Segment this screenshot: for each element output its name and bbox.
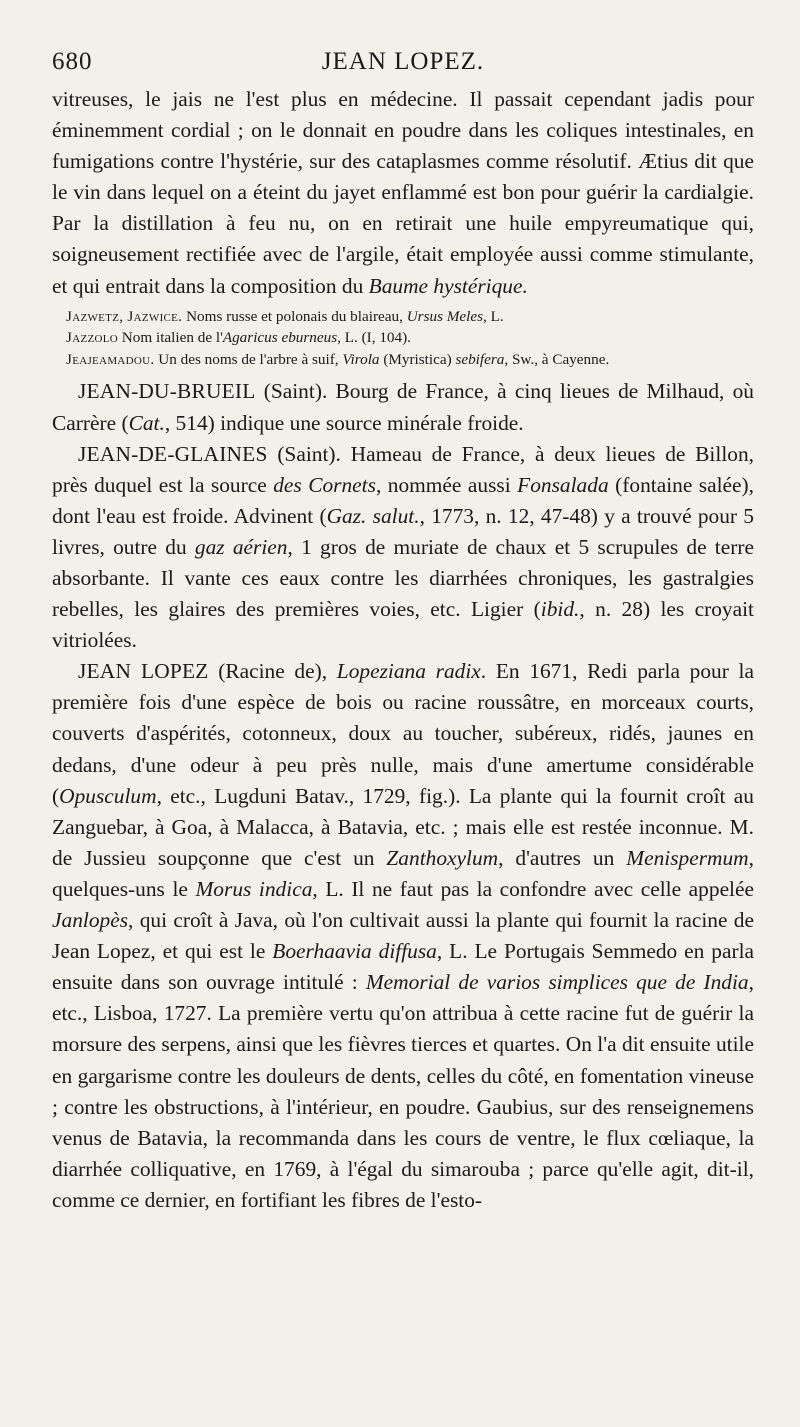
page-number: 680 bbox=[52, 48, 93, 75]
entry-jean-lopez: JEAN LOPEZ (Racine de), Lopeziana radix. En 1671, Redi parla pour la première fois d'une espèce de bois ou racine roussâtre, en morceaux courts, couverts d'aspérités, cotonneux, doux au toucher, subéreux, ridés, jaunes en dedans, d'une odeur à peu près nulle, mais d'une amertume considérable (Opusculum, etc., Lugduni Batav., 1729, fig.). La plante qui la fournit croît au Zanguebar, à Goa, à Malacca, à Batavia, etc. ; mais elle est restée inconnue. M. de Jussieu soupçonne que c'est un Zanthoxylum, d'autres un Menispermum, quelques-uns le Morus indica, L. Il ne faut pas la confondre avec celle appelée Janlopès, qui croît à Java, où l'on cultivait aussi la plante qui fournit la racine de Jean Lopez, et qui est le Boerhaavia diffusa, L. Le Portugais Semmedo en parla ensuite dans son ouvrage intitulé : Memorial de varios simplices que de India, etc., Lisboa, 1727. La première vertu qu'on attribua à cette racine fut de guérir la morsure des serpens, ainsi que les fièvres tierces et quartes. On l'a dit ensuite utile en gargarisme contre les douleurs de dents, celles du côté, en fomentation vineuse ; contre les obstructions, à l'intérieur, en poudre. Gaubius, sur des renseignemens venus de Batavia, la recommanda dans les cours de ventre, le flux cœliaque, la diarrhée colliquative, en 1769, à l'égal du simarouba ; parce qu'elle agit, dit-il, comme ce dernier, en fortifiant les fibres de l'esto- bbox=[52, 659, 755, 1212]
entry-jeajeamadou: Jeajeamadou. Un des noms de l'arbre à suif, Virola (Myristica) sebifera, Sw., à Cayenne. bbox=[66, 350, 610, 368]
paragraph-jais-continuation: vitreuses, le jais ne l'est plus en médecine. Il passait cependant jadis pour éminemment cordial ; on le donnait en poudre dans les coliques intestinales, en fumigations contre l'hystérie, sur des cataplasmes comme résolutif. Ætius dit que le vin dans lequel on a éteint du jayet enflammé est bon pour guérir la cardialgie. Par la distillation à feu nu, on en retirait une huile empyreumatique qui, soigneusement rectifiée avec de l'argile, était employée aussi comme stimulante, et qui entrait dans la composition du Baume hystérique. bbox=[52, 87, 754, 298]
running-title: JEAN LOPEZ. bbox=[321, 48, 485, 75]
entry-headword: Jeajeamadou. bbox=[66, 350, 155, 368]
entry-headword: JEAN LOPEZ bbox=[78, 659, 209, 684]
entry-headword: Jazzolo bbox=[66, 329, 118, 347]
entry-jean-du-brueil: JEAN-DU-BRUEIL (Saint). Bourg de France, à cinq lieues de Milhaud, où Carrère (Cat., 514) indique une source minérale froide. bbox=[52, 379, 754, 435]
entry-jazzolo: Jazzolo Nom italien de l'Agaricus eburneus, L. (I, 104). bbox=[66, 329, 411, 347]
entry-headword: JEAN-DE-GLAINES bbox=[78, 441, 268, 466]
italic-term: Baume hystérique. bbox=[368, 273, 528, 298]
small-entries bbox=[52, 306, 754, 371]
entry-jean-de-glaines: JEAN-DE-GLAINES (Saint). Hameau de France, à deux lieues de Billon, près duquel est la source des Cornets, nommée aussi Fonsalada (fontaine salée), dont l'eau est froide. Advinent (Gaz. salut., 1773, n. 12, 47-48) y a trouvé pour 5 livres, outre du gaz aérien, 1 gros de muriate de chaux et 5 scrupules de terre absorbante. Il vante ces eaux contre les diarrhées chroniques, les gastralgies rebelles, les glaires des premières voies, etc. Ligier (ibid., n. 28) les croyait vitriolées. bbox=[52, 441, 755, 653]
page-body bbox=[52, 84, 754, 1216]
entry-jazwetz: Jazwetz, Jazwice. Noms russe et polonais du blaireau, Ursus Meles, L. bbox=[66, 307, 504, 325]
entry-headword: JEAN-DU-BRUEIL bbox=[78, 379, 256, 404]
entry-headword: Jazwetz, Jazwice. bbox=[66, 307, 183, 325]
page-header bbox=[52, 48, 754, 84]
